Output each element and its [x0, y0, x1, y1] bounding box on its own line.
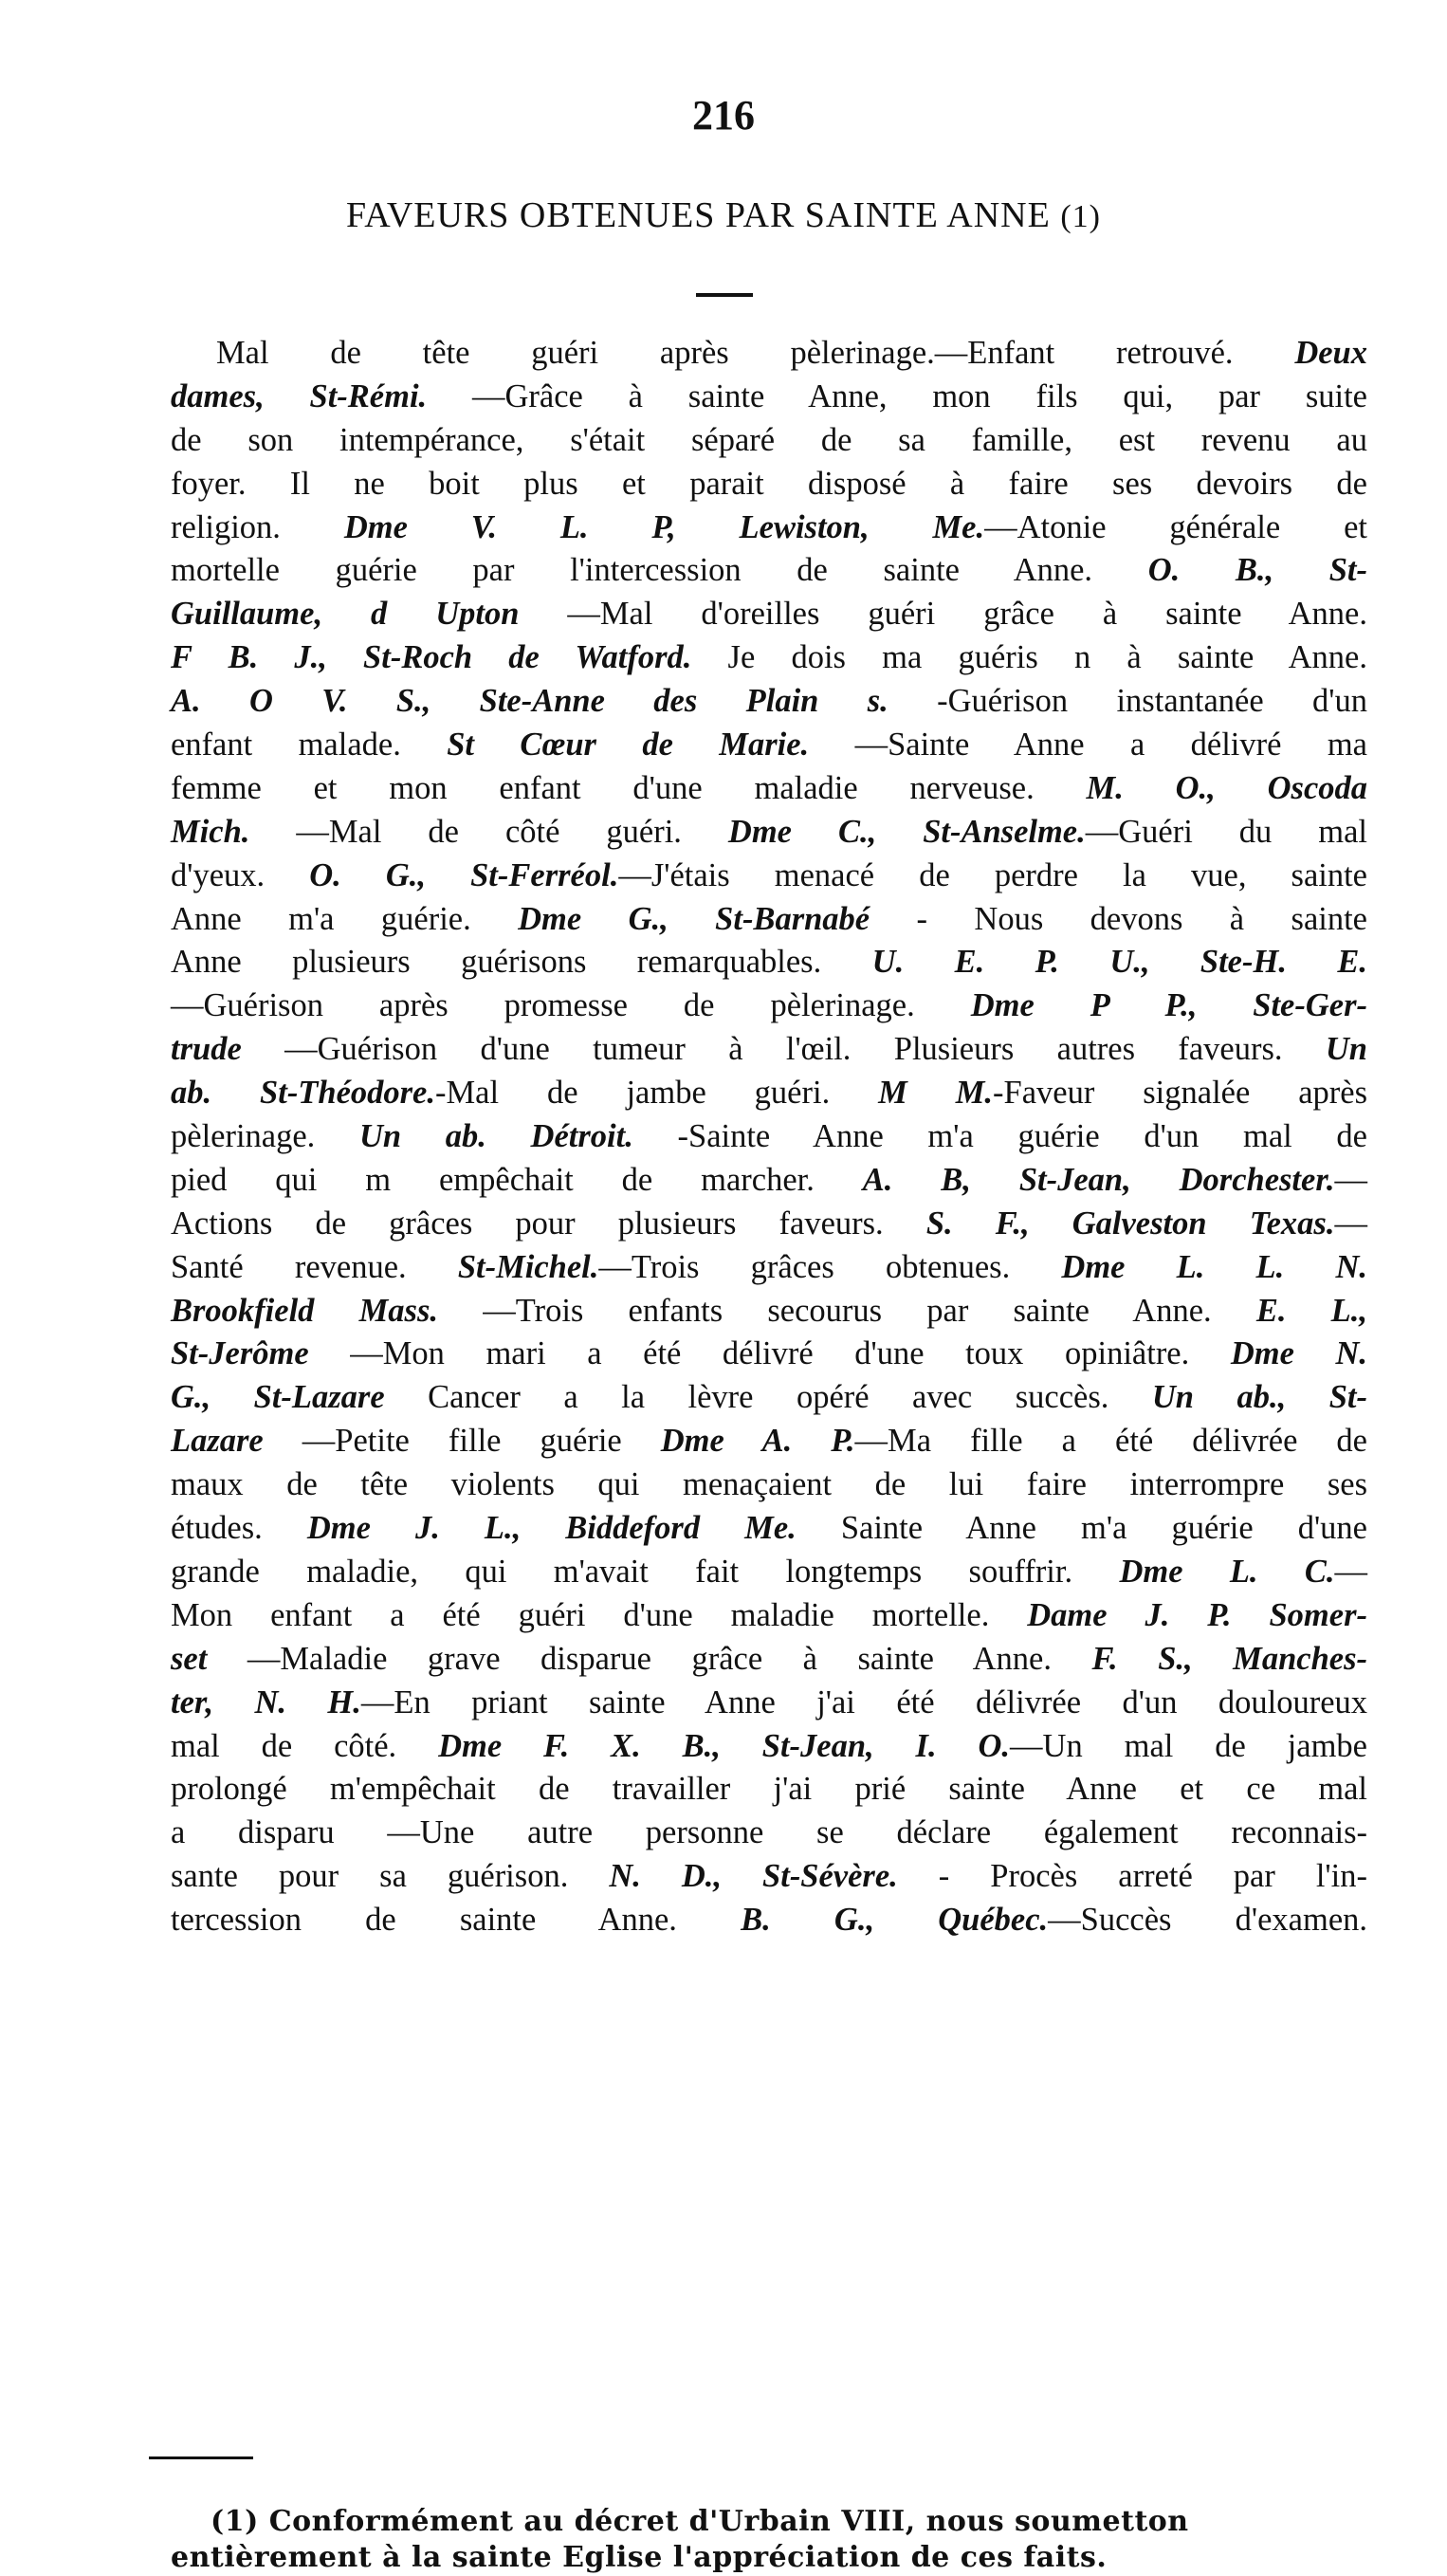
testimony-text: —Maladie grave disparue grâce à sainte Anne. [207, 1640, 1092, 1677]
text-line [171, 1290, 1367, 1334]
testimony-text: pèlerinage. [171, 1118, 359, 1155]
footnote-reference: (1) [1060, 199, 1101, 234]
testimony-text: maux de tête violents qui menaçaient de lui faire interrompre ses [171, 1466, 1367, 1503]
attribution-text: G., St-Lazare [171, 1379, 385, 1416]
attribution-text: N. D., St-Sévère. [609, 1858, 898, 1895]
text-line [171, 636, 1367, 680]
testimony-text: tercession de sainte Anne. [171, 1902, 742, 1939]
attribution-text: dames, St-Rémi. [171, 377, 428, 414]
testimony-text: —Grâce à sainte Anne, mon fils qui, par suite [427, 377, 1367, 414]
text-line [171, 1159, 1367, 1203]
attribution-text: Dme F. X. B., St-Jean, I. O. [438, 1727, 1011, 1764]
testimony-text: enfant malade. [171, 727, 448, 764]
text-line [171, 984, 1367, 1028]
testimony-text: —Trois grâces obtenues. [598, 1248, 1062, 1285]
testimony-text: femme et mon enfant d'une maladie nerveuse. [171, 769, 1087, 806]
attribution-text: Brookfield Mass. [171, 1292, 439, 1329]
attribution-text: set [171, 1640, 208, 1677]
attribution-text: Dme P P., Ste-Ger- [970, 987, 1367, 1024]
testimony-text: —Mal de côté guéri. [249, 813, 728, 850]
text-line [171, 1115, 1367, 1159]
text-line [171, 1203, 1367, 1246]
body-paragraph [171, 332, 1367, 1942]
testimony-text: -Faveur signalée après [993, 1075, 1367, 1112]
attribution-text: St-Jerôme [171, 1335, 309, 1372]
attribution-text: M M. [878, 1075, 994, 1112]
testimony-text: —Ma fille a été délivrée de [854, 1423, 1367, 1460]
testimony-text: —Mal d'oreilles guéri grâce à sainte Anne. [519, 596, 1367, 633]
attribution-text: Dme L. L. N. [1061, 1248, 1367, 1285]
attribution-text: F. S., Manches- [1091, 1640, 1368, 1677]
testimony-text: —Mon mari a été délivré d'une toux opiniâtre. [308, 1335, 1231, 1372]
text-line [171, 1072, 1367, 1115]
attribution-text: A. B, St-Jean, Dorchester. [862, 1161, 1335, 1198]
text-line [171, 1638, 1367, 1682]
testimony-text: foyer. Il ne boit plus et parait disposé à faire ses devoirs de [171, 465, 1367, 502]
testimony-text: —Succès d'examen. [1048, 1902, 1368, 1939]
testimony-text: de son intempérance, s'était séparé de sa famille, est revenu au [171, 421, 1367, 458]
text-line [171, 1855, 1367, 1899]
text-line [171, 1594, 1367, 1638]
page-number: 216 [692, 92, 755, 138]
attribution-text: Guillaume, d Upton [171, 596, 520, 633]
text-line [171, 1812, 1367, 1855]
attribution-text: Dme C., St-Anselme. [727, 813, 1086, 850]
text-line [171, 1028, 1367, 1072]
testimony-text: — [1334, 1161, 1367, 1198]
attribution-text: Dme J. L., Biddeford Me. [306, 1510, 797, 1547]
footnote-divider [149, 2456, 253, 2459]
title-text: FAVEURS OBTENUES PAR SAINTE ANNE [345, 195, 1051, 235]
testimony-text: - Nous devons à sainte [870, 900, 1367, 937]
testimony-text: —Petite fille guérie [263, 1423, 661, 1460]
attribution-text: trude [171, 1031, 242, 1068]
text-line [171, 1246, 1367, 1290]
page-title [0, 194, 1447, 236]
attribution-text: Dme G., St-Barnabé [518, 900, 870, 937]
testimony-text: Je dois ma guéris n à sainte Anne. [691, 639, 1367, 676]
attribution-text: M. O., Oscoda [1086, 769, 1368, 806]
attribution-text: S. F., Galveston Texas. [925, 1205, 1335, 1242]
testimony-text: religion. [171, 508, 344, 545]
text-line [171, 1507, 1367, 1551]
attribution-text: U. E. P. U., Ste-H. E. [871, 944, 1367, 981]
testimony-text: Actions de grâces pour plusieurs faveurs. [171, 1205, 926, 1242]
attribution-text: Un [1325, 1031, 1367, 1068]
testimony-text: études. [171, 1510, 307, 1547]
text-line [171, 724, 1367, 767]
testimony-text: mortelle guérie par l'intercession de sainte Anne. [171, 552, 1148, 589]
testimony-text: grande maladie, qui m'avait fait longtemps souffrir. [171, 1553, 1120, 1590]
text-line [171, 463, 1367, 506]
attribution-text: E. L., [1255, 1292, 1367, 1329]
attribution-text: Dme N. [1230, 1335, 1367, 1372]
text-line [171, 941, 1367, 984]
text-line [171, 376, 1367, 419]
testimony-text: - Procès arreté par l'in- [897, 1858, 1367, 1895]
text-line [171, 506, 1367, 550]
text-line [171, 1899, 1367, 1942]
attribution-text: Dme A. P. [660, 1423, 855, 1460]
text-line [171, 593, 1367, 636]
attribution-text: Un ab. Détroit. [358, 1118, 633, 1155]
attribution-text: Deux [1294, 335, 1367, 371]
text-line [171, 1420, 1367, 1463]
text-line [171, 811, 1367, 855]
testimony-text: Cancer a la lèvre opéré avec succès. [384, 1379, 1152, 1416]
testimony-text: — [1334, 1553, 1367, 1590]
text-line [171, 1725, 1367, 1769]
attribution-text: Lazare [171, 1423, 264, 1460]
attribution-text: Dame J. P. Somer- [1027, 1596, 1367, 1633]
testimony-text: Mal de tête guéri après pèlerinage.—Enfant retrouvé. [216, 335, 1295, 371]
testimony-text: —Guéri du mal [1085, 813, 1367, 850]
testimony-text: d'yeux. [171, 856, 310, 893]
testimony-text: —Sainte Anne a délivré ma [809, 727, 1367, 764]
testimony-text: —Trois enfants secourus par sainte Anne. [438, 1292, 1256, 1329]
attribution-text: B. G., Québec. [741, 1902, 1049, 1939]
testimony-text: a disparu —Une autre personne se déclare également reconnais- [171, 1814, 1367, 1851]
attribution-text: Un ab., St- [1151, 1379, 1367, 1416]
attribution-text: O. B., St- [1147, 552, 1368, 589]
testimony-text: —Guérison d'une tumeur à l'œil. Plusieurs autres faveurs. [241, 1031, 1326, 1068]
title-divider [696, 293, 753, 297]
testimony-text: Sainte Anne m'a guérie d'une [796, 1510, 1367, 1547]
text-line [171, 1376, 1367, 1420]
attribution-text: St-Michel. [457, 1248, 599, 1285]
text-line [171, 898, 1367, 942]
attribution-text: O. G., St-Ferréol. [309, 856, 619, 893]
testimony-text: mal de côté. [171, 1727, 439, 1764]
attribution-text: St Cœur de Marie. [447, 727, 810, 764]
attribution-text: F B. J., St-Roch de Watford. [171, 639, 692, 676]
testimony-text: prolongé m'empêchait de travailler j'ai prié sainte Anne et ce mal [171, 1771, 1367, 1808]
testimony-text: sante pour sa guérison. [171, 1858, 610, 1895]
testimony-text: —En priant sainte Anne j'ai été délivrée d'un douloureux [360, 1684, 1368, 1720]
testimony-text: -Guérison instantanée d'un [888, 683, 1367, 720]
testimony-text: Anne plusieurs guérisons remarquables. [171, 944, 872, 981]
footnote [171, 2504, 1367, 2576]
testimony-text: pied qui m empêchait de marcher. [171, 1161, 863, 1198]
text-line [171, 1768, 1367, 1812]
testimony-text: — [1334, 1205, 1367, 1242]
footnote-line: entièrement à la sainte Eglise l'appréciation de ces faits. [171, 2541, 1108, 2574]
attribution-text: A. O V. S., Ste-Anne des Plain s. [171, 683, 888, 720]
attribution-text: ab. St-Théodore. [171, 1075, 435, 1112]
testimony-text: —Guérison après promesse de pèlerinage. [171, 987, 971, 1024]
attribution-text: Dme V. L. P, Lewiston, Me. [343, 508, 985, 545]
testimony-text: —J'étais menacé de perdre la vue, sainte [618, 856, 1367, 893]
testimony-text: -Sainte Anne m'a guérie d'un mal de [632, 1118, 1367, 1155]
testimony-text: —Atonie générale et [984, 508, 1368, 545]
text-line [171, 332, 1367, 376]
attribution-text: Dme L. C. [1119, 1553, 1335, 1590]
text-line [171, 1551, 1367, 1594]
testimony-text: —Un mal de jambe [1010, 1727, 1367, 1764]
testimony-text: Santé revenue. [171, 1248, 458, 1285]
text-line [171, 767, 1367, 811]
attribution-text: Mich. [171, 813, 250, 850]
text-line [171, 419, 1367, 463]
testimony-text: Mon enfant a été guéri d'une maladie mortelle. [171, 1596, 1028, 1633]
testimony-text: Anne m'a guérie. [171, 900, 519, 937]
text-line [171, 549, 1367, 593]
footnote-line: (1) Conformément au décret d'Urbain VIII, nous soumetton [211, 2505, 1189, 2538]
attribution-text: ter, N. H. [171, 1684, 361, 1720]
text-line [171, 1333, 1367, 1376]
text-line [171, 1682, 1367, 1725]
testimony-text: -Mal de jambe guéri. [435, 1075, 879, 1112]
text-line [171, 1463, 1367, 1507]
text-line [171, 855, 1367, 898]
text-line [171, 680, 1367, 724]
